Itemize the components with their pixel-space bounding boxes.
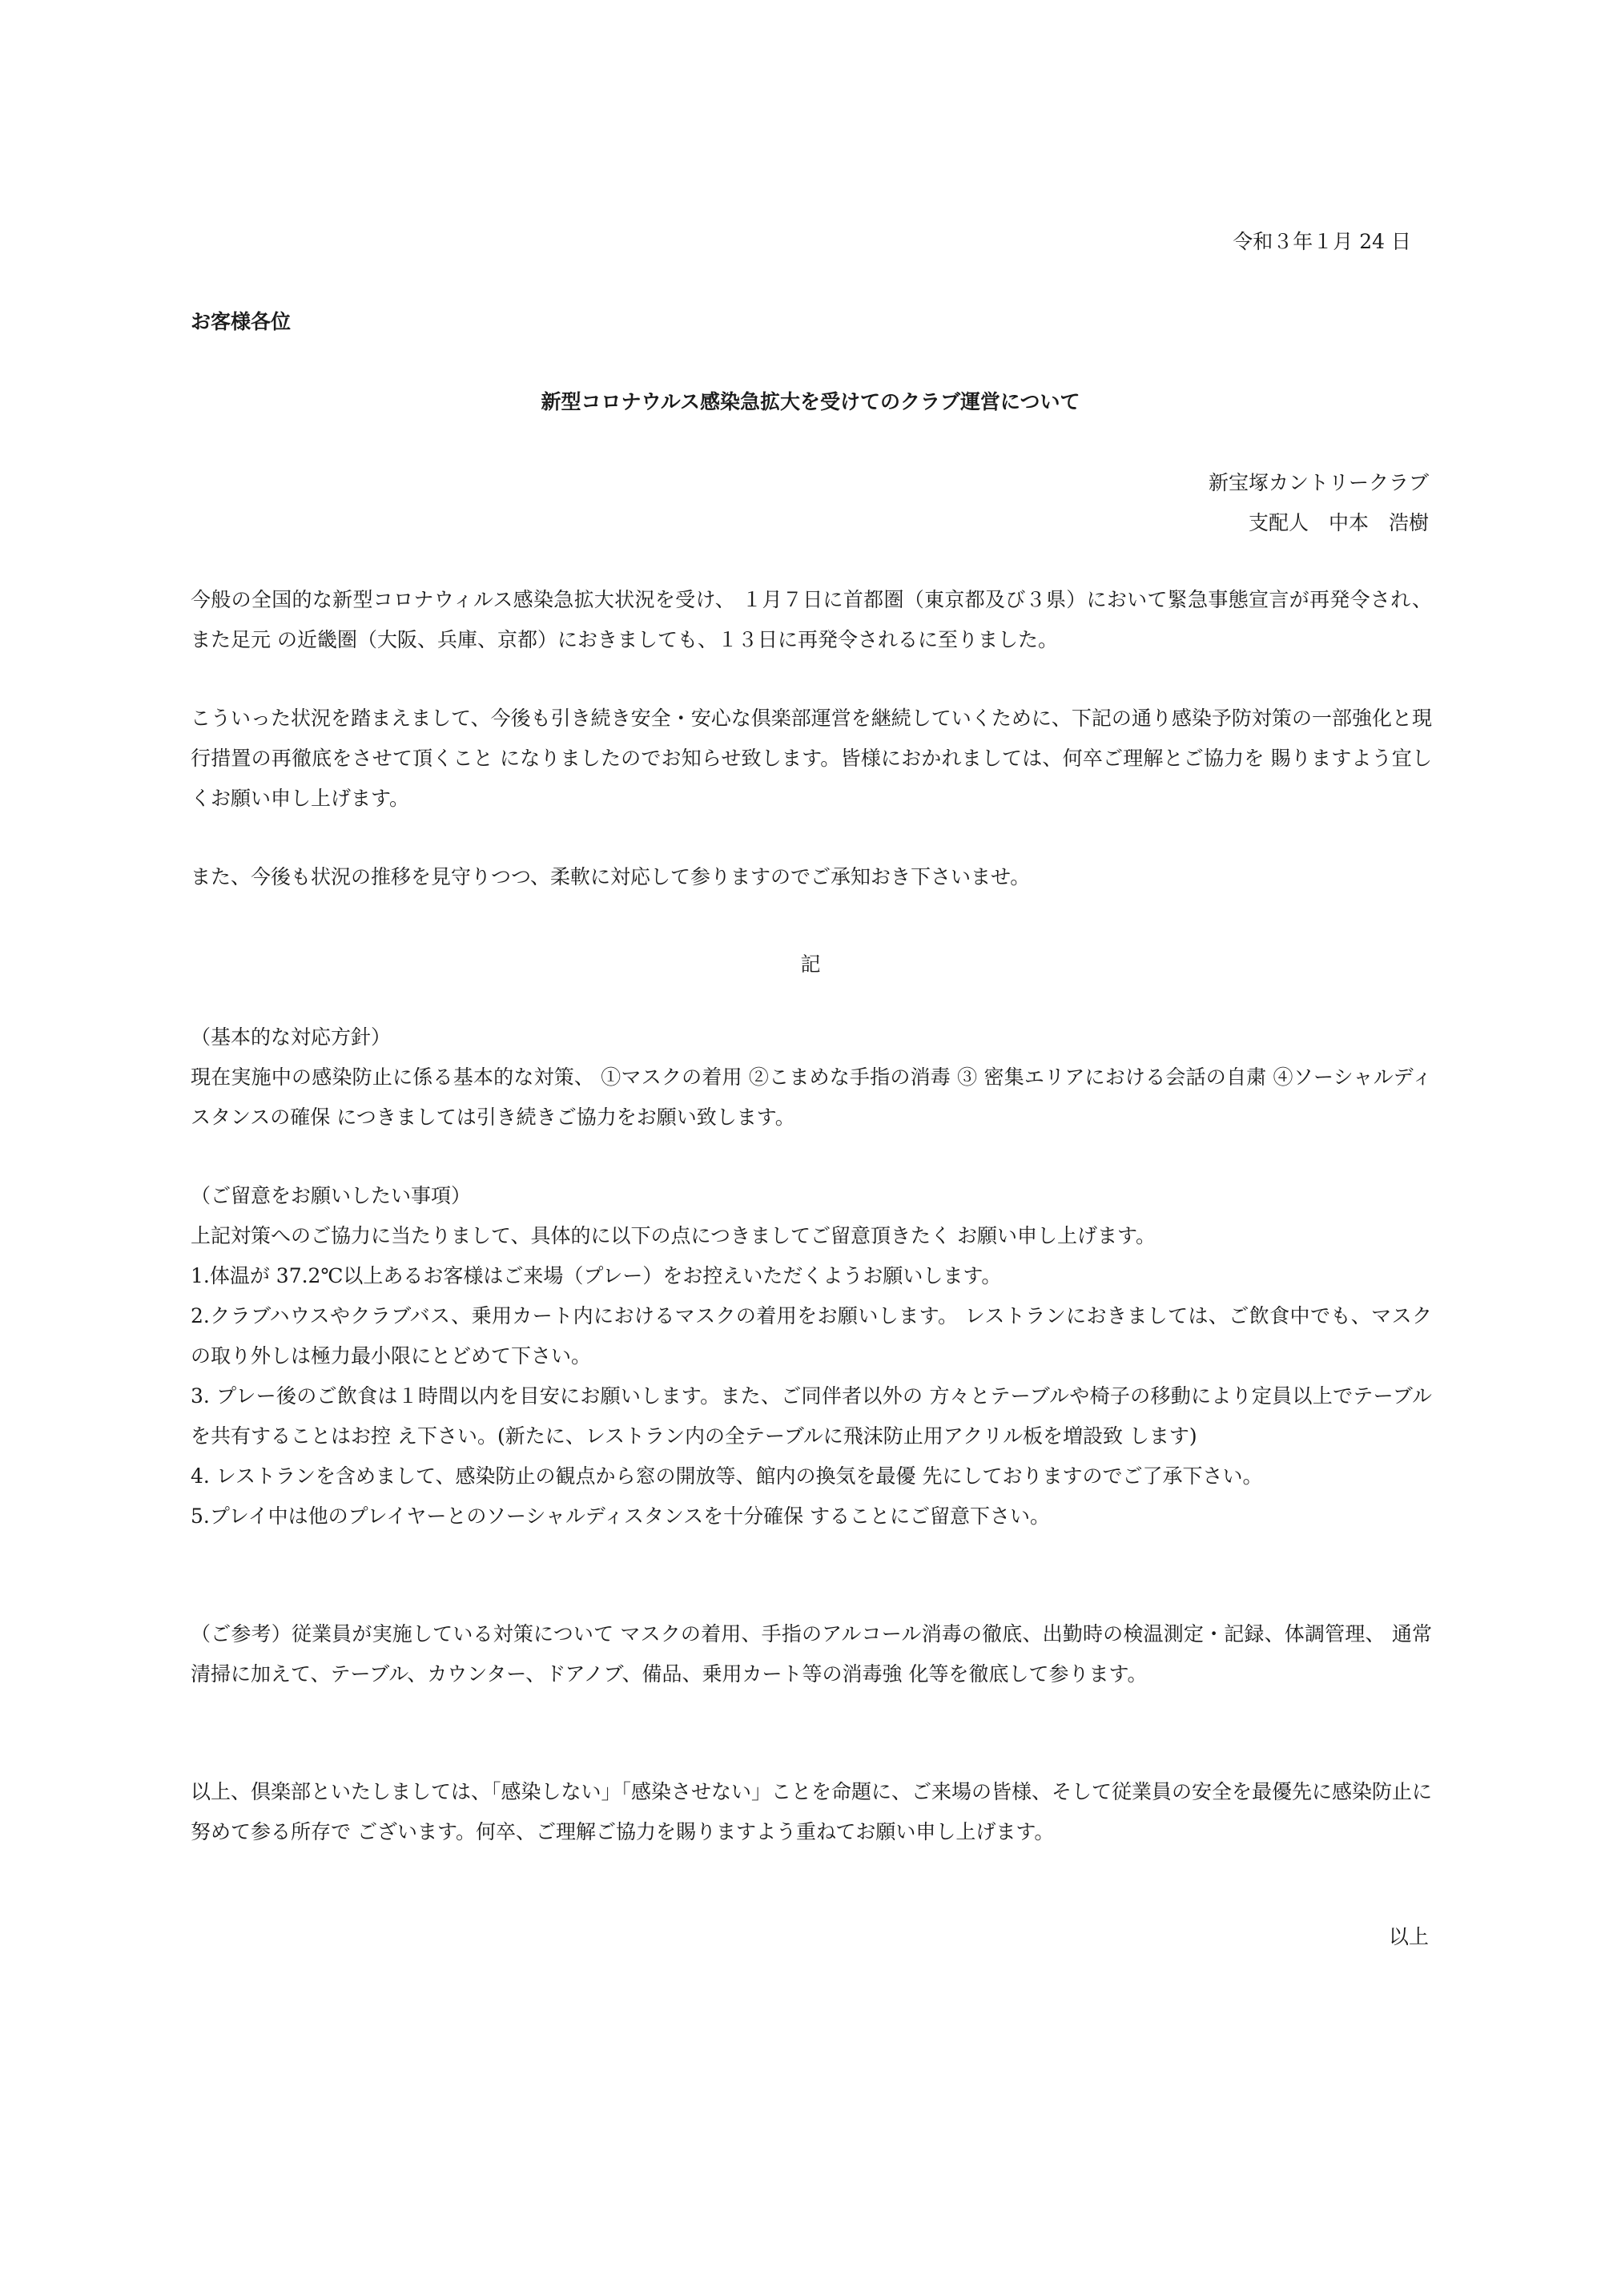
intro-text: また、今後も状況の推移を見守りつつ、柔軟に対応して参りますのでご承知おき下さいませ。: [191, 865, 1031, 888]
intro-text: 今般の全国的な新型コロナウィルス感染急拡大状況を受け、 １月７日に首都圏（東京都及び３県）において緊急事態宣言が再発令され、また足元 の近畿圏（大阪、兵庫、京都）におきましても、１３日に再発令されるに至りました。: [191, 588, 1432, 651]
request-item: 4. レストランを含めまして、感染防止の観点から窓の開放等、館内の換気を最優 先にしておりますのでご了承下さい。: [191, 1464, 1263, 1488]
intro-paragraph-2: [191, 699, 1432, 819]
requests-heading: （ご留意をお願いしたい事項）: [191, 1184, 472, 1207]
request-item: 5.プレイ中は他のプレイヤーとのソーシャルディスタンスを十分確保 することにご留意下さい。: [191, 1504, 1051, 1528]
request-item: 2.クラブハウスやクラブバス、乗用カート内におけるマスクの着用をお願いします。 レストランにおきましては、ご飲食中でも、マスクの取り外しは極力最小限にとどめて下さい。: [191, 1304, 1432, 1368]
ki-heading: 記: [800, 953, 821, 976]
sender-block: [1209, 463, 1429, 543]
basic-policy-text: 現在実施中の感染防止に係る基本的な対策、 ①マスクの着用 ②こまめな手指の消毒 ③ 密集エリアにおける会話の自粛 ④ソーシャルディスタンスの確保 につきましては引き続きご協力をお願い致します。: [191, 1065, 1432, 1129]
request-item: 3. プレー後のご飲食は１時間以内を目安にお願いします。また、ご同伴者以外の 方々とテーブルや椅子の移動により定員以上でテーブルを共有することはお控 え下さい。(新たに、レストラン内の全テーブルに飛沫防止用アクリル板を増設致 します): [191, 1384, 1432, 1448]
sender-person: 支配人 中本 浩樹: [1248, 511, 1429, 534]
closing-word: 以上: [1388, 1925, 1429, 1948]
reference-text: （ご参考）従業員が実施している対策について マスクの着用、手指のアルコール消毒の徹底、出勤時の検温測定・記録、体調管理、 通常清掃に加えて、テーブル、カウンター、ドアノブ、備品、乗用カート等の消毒強 化等を徹底して参ります。: [191, 1622, 1432, 1686]
intro-text: こういった状況を踏まえまして、今後も引き続き安全・安心な倶楽部運営を継続していくために、下記の通り感染予防対策の一部強化と現行措置の再徹底をさせて頂くこと になりましたのでお知らせ致します。皆様におかれましては、何卒ご理解とご協力を 賜りますよう宜しくお願い申し上げます。: [191, 707, 1432, 810]
requests-intro: 上記対策へのご協力に当たりまして、具体的に以下の点につきましてご留意頂きたく お願い申し上げます。: [191, 1224, 1156, 1247]
reference-section: [191, 1614, 1432, 1694]
document-date: 令和３年１月 24 日: [1233, 230, 1411, 253]
document-title: 新型コロナウルス感染急拡大を受けてのクラブ運営について: [541, 390, 1080, 413]
basic-policy-section: [191, 1017, 1432, 1138]
conclusion-section: [191, 1772, 1432, 1852]
addressee: お客様各位: [191, 310, 292, 333]
request-item: 1.体温が 37.2℃以上あるお客様はご来場（プレー）をお控えいただくようお願いします。: [191, 1264, 1002, 1287]
intro-paragraph-3: [191, 857, 1432, 897]
conclusion-text: 以上、倶楽部といたしましては、「感染しない」「感染させない」ことを命題に、ご来場の皆様、そして従業員の安全を最優先に感染防止に努めて参る所存で ございます。何卒、ご理解ご協力を賜りますよう重ねてお願い申し上げます。: [191, 1780, 1433, 1843]
sender-organization: 新宝塚カントリークラブ: [1208, 471, 1429, 494]
basic-policy-heading: （基本的な対応方針）: [191, 1025, 392, 1049]
requests-section: [191, 1176, 1432, 1537]
intro-paragraph-1: [191, 580, 1432, 660]
